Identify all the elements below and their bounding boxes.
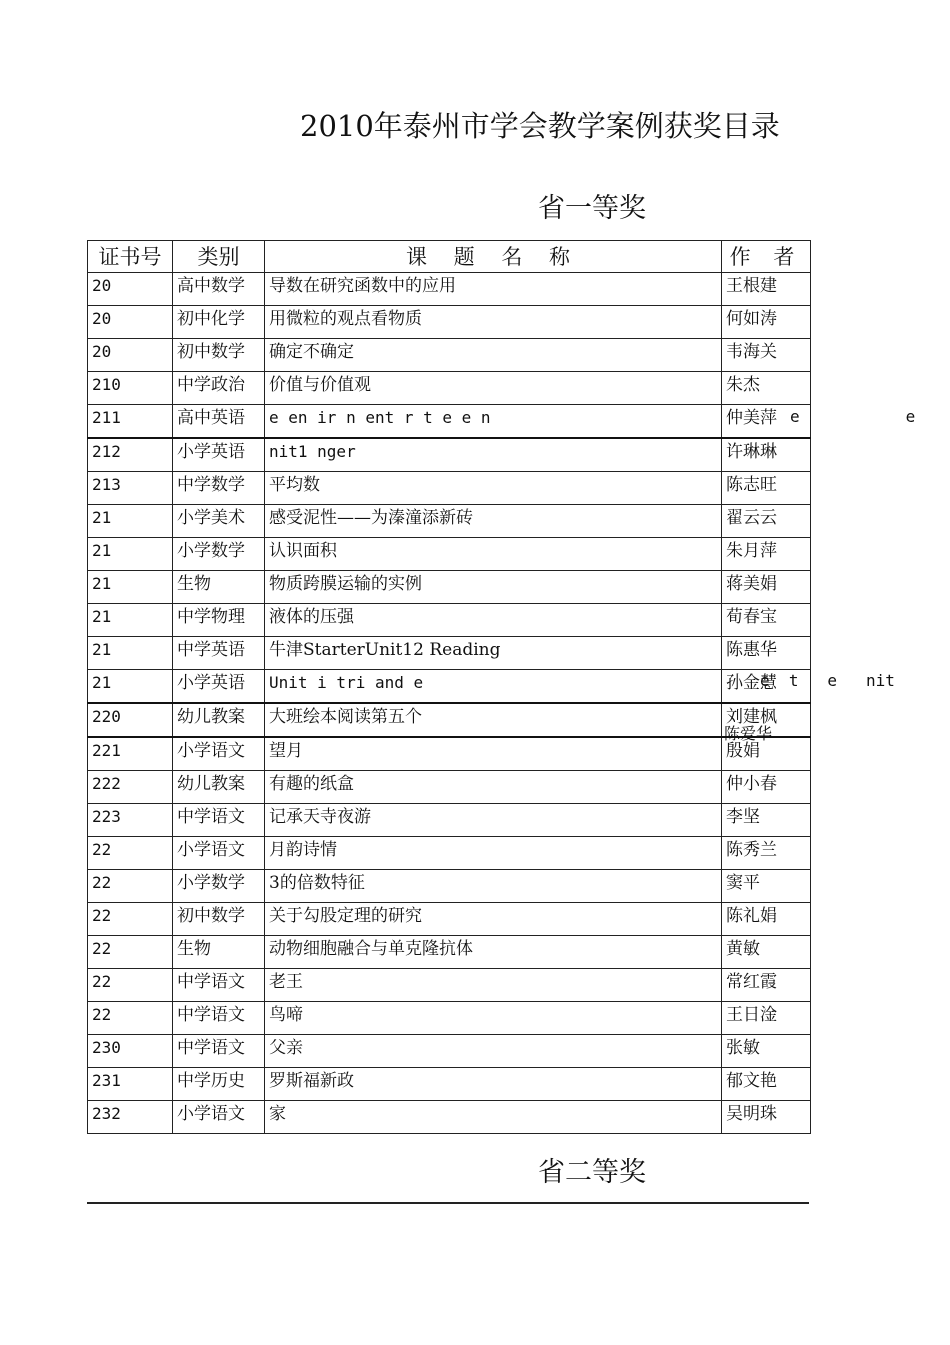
- table-row: [88, 1101, 811, 1134]
- cell-author: 郁文艳: [722, 1068, 811, 1101]
- cell-cert-no: 221: [88, 737, 173, 771]
- cell-cert-no: 21: [88, 604, 173, 637]
- cell-cert-no: 231: [88, 1068, 173, 1101]
- cell-category: 中学数学: [173, 472, 265, 505]
- cell-cert-no: 22: [88, 870, 173, 903]
- table-row: [88, 1002, 811, 1035]
- cell-topic: 液体的压强: [265, 604, 722, 637]
- table-row: [88, 538, 811, 571]
- table-row: [88, 604, 811, 637]
- cell-cert-no: 20: [88, 273, 173, 306]
- cell-author: 刘建枫: [722, 703, 811, 737]
- cell-topic: 确定不确定: [265, 339, 722, 372]
- cell-cert-no: 222: [88, 771, 173, 804]
- table-row: [88, 737, 811, 771]
- cell-author: 翟云云: [722, 505, 811, 538]
- page-title: 2010年泰州市学会教学案例获奖目录: [300, 109, 780, 143]
- cell-cert-no: 232: [88, 1101, 173, 1134]
- cell-author: 何如涛: [722, 306, 811, 339]
- cell-category: 小学英语: [173, 670, 265, 704]
- section-heading-second-prize: 省二等奖: [538, 1157, 646, 1188]
- cell-cert-no: 22: [88, 837, 173, 870]
- cell-cert-no: 22: [88, 969, 173, 1002]
- table-row: [88, 870, 811, 903]
- cell-author: 朱杰: [722, 372, 811, 405]
- cell-topic: 导数在研究函数中的应用: [265, 273, 722, 306]
- cell-category: 中学语文: [173, 1035, 265, 1068]
- cell-topic: 物质跨膜运输的实例: [265, 571, 722, 604]
- cell-topic: 家: [265, 1101, 722, 1134]
- cell-cert-no: 20: [88, 306, 173, 339]
- table-row: [88, 703, 811, 737]
- cell-category: 生物: [173, 571, 265, 604]
- table-row: [88, 1035, 811, 1068]
- cell-cert-no: 212: [88, 438, 173, 472]
- table-row: [88, 372, 811, 405]
- table-row: [88, 505, 811, 538]
- table-row: [88, 1068, 811, 1101]
- table-row: [88, 936, 811, 969]
- cell-topic: 动物细胞融合与单克隆抗体: [265, 936, 722, 969]
- cell-cert-no: 21: [88, 670, 173, 704]
- overflow-text: e e: [790, 407, 916, 426]
- cell-category: 中学政治: [173, 372, 265, 405]
- cell-author: 张敏: [722, 1035, 811, 1068]
- cell-cert-no: 21: [88, 637, 173, 670]
- cell-category: 幼儿教案: [173, 771, 265, 804]
- cell-category: 初中化学: [173, 306, 265, 339]
- cell-author: 常红霞: [722, 969, 811, 1002]
- table-row: [88, 339, 811, 372]
- cell-category: 小学数学: [173, 870, 265, 903]
- cell-author: 窦平: [722, 870, 811, 903]
- cell-author: 陈惠华: [722, 637, 811, 670]
- cell-cert-no: 213: [88, 472, 173, 505]
- cell-author: 许琳琳: [722, 438, 811, 472]
- cell-author: 殷娟: [722, 737, 811, 771]
- table-row: [88, 472, 811, 505]
- table-row: [88, 405, 811, 439]
- cell-topic: Unit i tri and e: [265, 670, 722, 704]
- cell-category: 幼儿教案: [173, 703, 265, 737]
- cell-cert-no: 22: [88, 936, 173, 969]
- table-row: [88, 804, 811, 837]
- cell-cert-no: 21: [88, 571, 173, 604]
- cell-topic: 望月: [265, 737, 722, 771]
- header-category: 类别: [173, 241, 265, 273]
- cell-cert-no: 210: [88, 372, 173, 405]
- cell-cert-no: 21: [88, 505, 173, 538]
- cell-topic: 大班绘本阅读第五个: [265, 703, 722, 737]
- cell-topic: 认识面积: [265, 538, 722, 571]
- cell-author: 陈志旺: [722, 472, 811, 505]
- cell-author: 朱月萍: [722, 538, 811, 571]
- section-heading-first-prize: 省一等奖: [538, 193, 646, 224]
- overflow-text: e t e nit: [760, 671, 895, 690]
- award-table: [87, 240, 811, 1134]
- table-row: [88, 771, 811, 804]
- cell-category: 小学语文: [173, 737, 265, 771]
- header-topic: 课 题 名 称: [265, 241, 722, 273]
- cell-author: 仲小春: [722, 771, 811, 804]
- cell-topic: 月韵诗情: [265, 837, 722, 870]
- cell-topic: 罗斯福新政: [265, 1068, 722, 1101]
- cell-author: 陈礼娟: [722, 903, 811, 936]
- cell-topic: 价值与价值观: [265, 372, 722, 405]
- cell-category: 初中数学: [173, 903, 265, 936]
- table-row: [88, 670, 811, 704]
- table-row: [88, 571, 811, 604]
- cell-category: 小学语文: [173, 1101, 265, 1134]
- cell-author: 王根建: [722, 273, 811, 306]
- table-row: [88, 837, 811, 870]
- cell-author: 吴明珠: [722, 1101, 811, 1134]
- table-row: [88, 273, 811, 306]
- cell-category: 高中英语: [173, 405, 265, 439]
- cell-category: 小学美术: [173, 505, 265, 538]
- cell-author: 荀春宝: [722, 604, 811, 637]
- cell-cert-no: 223: [88, 804, 173, 837]
- cell-topic: 父亲: [265, 1035, 722, 1068]
- cell-author: 孙金慧: [722, 670, 811, 704]
- cell-topic: 记承天寺夜游: [265, 804, 722, 837]
- cell-category: 中学语文: [173, 1002, 265, 1035]
- cell-category: 高中数学: [173, 273, 265, 306]
- table-row: [88, 438, 811, 472]
- cell-category: 中学语文: [173, 969, 265, 1002]
- cell-category: 生物: [173, 936, 265, 969]
- cell-cert-no: 22: [88, 903, 173, 936]
- cell-category: 中学英语: [173, 637, 265, 670]
- cell-topic: 用微粒的观点看物质: [265, 306, 722, 339]
- table-top-rule: [87, 1202, 809, 1204]
- cell-category: 中学物理: [173, 604, 265, 637]
- cell-category: 中学语文: [173, 804, 265, 837]
- cell-author: 李坚: [722, 804, 811, 837]
- cell-category: 小学数学: [173, 538, 265, 571]
- cell-topic: 老王: [265, 969, 722, 1002]
- cell-category: 初中数学: [173, 339, 265, 372]
- cell-cert-no: 21: [88, 538, 173, 571]
- cell-author: 陈秀兰: [722, 837, 811, 870]
- header-author: 作 者: [722, 241, 811, 273]
- cell-topic: 感受泥性——为溱潼添新砖: [265, 505, 722, 538]
- cell-author: 王日淦: [722, 1002, 811, 1035]
- cell-category: 小学语文: [173, 837, 265, 870]
- overflow-text: 陈爱华: [724, 724, 773, 743]
- cell-topic: 鸟啼: [265, 1002, 722, 1035]
- cell-cert-no: 211: [88, 405, 173, 439]
- cell-topic: 平均数: [265, 472, 722, 505]
- table-row: [88, 969, 811, 1002]
- cell-author: 仲美萍: [722, 405, 811, 439]
- table-row: [88, 903, 811, 936]
- cell-topic: 3的倍数特征: [265, 870, 722, 903]
- cell-topic: e en ir n ent r t e e n: [265, 405, 722, 439]
- table-header-row: [88, 241, 811, 273]
- cell-author: 蒋美娟: [722, 571, 811, 604]
- cell-category: 中学历史: [173, 1068, 265, 1101]
- cell-cert-no: 22: [88, 1002, 173, 1035]
- cell-author: 黄敏: [722, 936, 811, 969]
- table-row: [88, 637, 811, 670]
- cell-cert-no: 220: [88, 703, 173, 737]
- table-row: [88, 306, 811, 339]
- header-cert-no: 证书号: [88, 241, 173, 273]
- cell-topic: nit1 nger: [265, 438, 722, 472]
- cell-topic: 牛津StarterUnit12 Reading: [265, 637, 722, 670]
- cell-topic: 关于勾股定理的研究: [265, 903, 722, 936]
- cell-cert-no: 230: [88, 1035, 173, 1068]
- cell-author: 韦海关: [722, 339, 811, 372]
- cell-category: 小学英语: [173, 438, 265, 472]
- cell-cert-no: 20: [88, 339, 173, 372]
- cell-topic: 有趣的纸盒: [265, 771, 722, 804]
